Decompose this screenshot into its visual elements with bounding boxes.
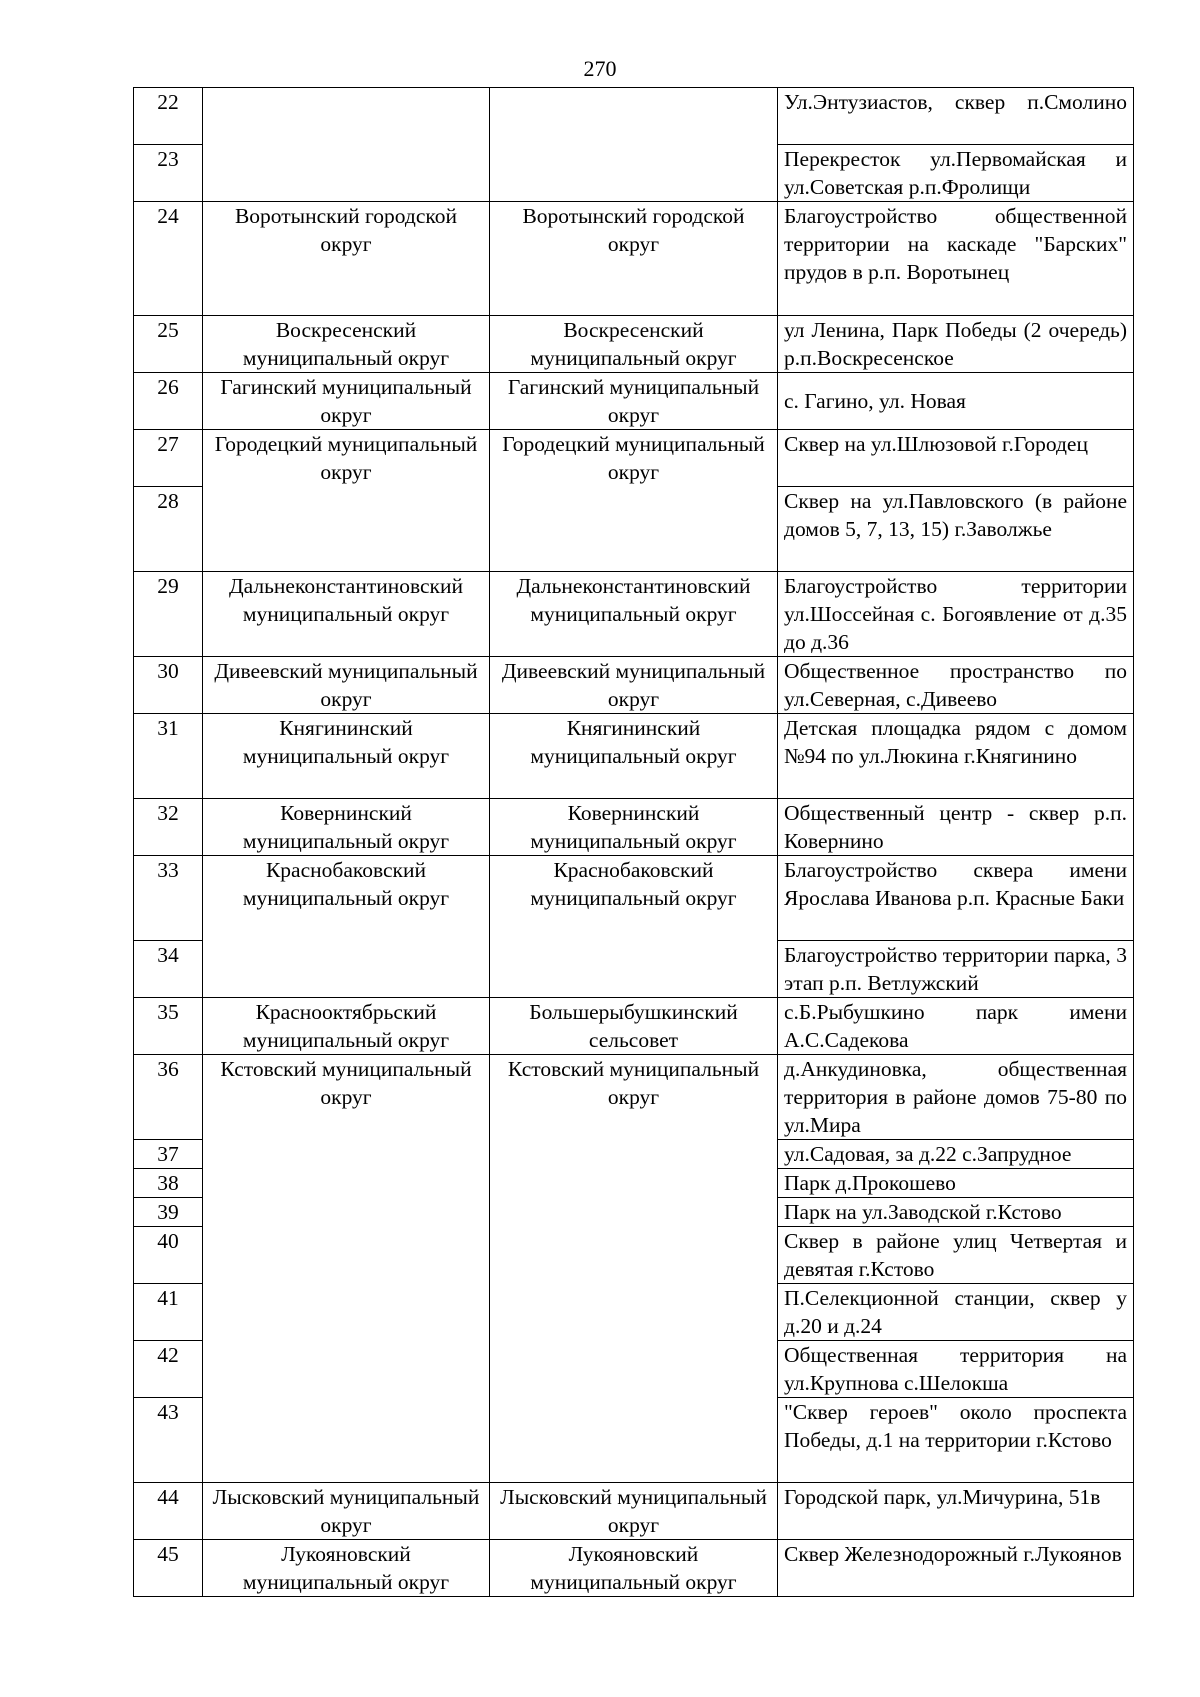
address-cell: Благоустройство сквера имени Ярослава Иванова р.п. Красные Баки [778, 856, 1134, 941]
address-cell: Общественная территория на ул.Крупнова с.Шелокша [778, 1341, 1134, 1398]
row-number: 23 [134, 145, 203, 202]
address-cell: Общественный центр - сквер р.п. Ковернино [778, 799, 1134, 856]
table-row [134, 1483, 1134, 1540]
row-number: 26 [134, 373, 203, 430]
row-number: 38 [134, 1169, 203, 1198]
row-number: 40 [134, 1227, 203, 1284]
locations-table [133, 87, 1134, 1597]
district-cell: Краснобаковский муниципальный округ [203, 856, 490, 998]
address-cell: Парк д.Прокошево [778, 1169, 1134, 1198]
district-cell: Княгининский муниципальный округ [203, 714, 490, 799]
address-cell: Парк на ул.Заводской г.Кстово [778, 1198, 1134, 1227]
table-row [134, 373, 1134, 430]
table-row [134, 88, 1134, 145]
address-cell: Благоустройство общественной территории на каскаде "Барских" прудов в р.п. Воротынец [778, 202, 1134, 316]
page-number: 270 [583, 56, 617, 81]
district-cell [203, 88, 490, 202]
address-cell: Ул.Энтузиастов, сквер п.Смолино [778, 88, 1134, 145]
district-cell: Дивеевский муниципальный округ [203, 657, 490, 714]
table-row [134, 316, 1134, 373]
district-cell: Лукояновский муниципальный округ [203, 1540, 490, 1597]
row-number: 33 [134, 856, 203, 941]
table-row [134, 1055, 1134, 1140]
address-cell: Сквер на ул.Павловского (в районе домов 5, 7, 13, 15) г.Заволжье [778, 487, 1134, 572]
address-cell: Детская площадка рядом с домом №94 по ул.Люкина г.Княгинино [778, 714, 1134, 799]
municipality-cell: Воскресенский муниципальный округ [490, 316, 778, 373]
table-row [134, 998, 1134, 1055]
district-cell: Гагинский муниципальный округ [203, 373, 490, 430]
district-cell: Ковернинский муниципальный округ [203, 799, 490, 856]
address-cell: Сквер в районе улиц Четвертая и девятая г.Кстово [778, 1227, 1134, 1284]
address-cell: П.Селекционной станции, сквер у д.20 и д.24 [778, 1284, 1134, 1341]
table-row [134, 856, 1134, 941]
district-cell: Воротынский городской округ [203, 202, 490, 316]
row-number: 31 [134, 714, 203, 799]
address-cell: Благоустройство территории парка, 3 этап р.п. Ветлужский [778, 941, 1134, 998]
municipality-cell: Городецкий муниципальный округ [490, 430, 778, 572]
municipality-cell: Краснобаковский муниципальный округ [490, 856, 778, 998]
table-row [134, 572, 1134, 657]
address-cell: Общественное пространство по ул.Северная, с.Дивеево [778, 657, 1134, 714]
table-row [134, 202, 1134, 316]
row-number: 30 [134, 657, 203, 714]
row-number: 25 [134, 316, 203, 373]
row-number: 42 [134, 1341, 203, 1398]
municipality-cell: Гагинский муниципальный округ [490, 373, 778, 430]
district-cell: Дальнеконстантиновский муниципальный округ [203, 572, 490, 657]
municipality-cell: Лысковский муниципальный округ [490, 1483, 778, 1540]
row-number: 28 [134, 487, 203, 572]
address-cell: с. Гагино, ул. Новая [778, 373, 1134, 430]
municipality-cell: Большерыбушкинский сельсовет [490, 998, 778, 1055]
district-cell: Краснооктябрьский муниципальный округ [203, 998, 490, 1055]
municipality-cell: Дальнеконстантиновский муниципальный округ [490, 572, 778, 657]
table-row [134, 714, 1134, 799]
row-number: 24 [134, 202, 203, 316]
row-number: 43 [134, 1398, 203, 1483]
row-number: 22 [134, 88, 203, 145]
row-number: 32 [134, 799, 203, 856]
table-row [134, 1540, 1134, 1597]
district-cell: Воскресенский муниципальный округ [203, 316, 490, 373]
row-number: 29 [134, 572, 203, 657]
row-number: 44 [134, 1483, 203, 1540]
address-cell: с.Б.Рыбушкино парк имени А.С.Садекова [778, 998, 1134, 1055]
row-number: 27 [134, 430, 203, 487]
municipality-cell: Дивеевский муниципальный округ [490, 657, 778, 714]
municipality-cell: Ковернинский муниципальный округ [490, 799, 778, 856]
table-row [134, 657, 1134, 714]
row-number: 37 [134, 1140, 203, 1169]
address-cell: Перекресток ул.Первомайская и ул.Советская р.п.Фролищи [778, 145, 1134, 202]
municipality-cell: Княгининский муниципальный округ [490, 714, 778, 799]
table-row [134, 799, 1134, 856]
address-cell: ул Ленина, Парк Победы (2 очередь) р.п.Воскресенское [778, 316, 1134, 373]
address-cell: Сквер на ул.Шлюзовой г.Городец [778, 430, 1134, 487]
row-number: 36 [134, 1055, 203, 1140]
row-number: 35 [134, 998, 203, 1055]
address-cell: Городской парк, ул.Мичурина, 51в [778, 1483, 1134, 1540]
district-cell: Лысковский муниципальный округ [203, 1483, 490, 1540]
municipality-cell: Воротынский городской округ [490, 202, 778, 316]
row-number: 34 [134, 941, 203, 998]
row-number: 39 [134, 1198, 203, 1227]
row-number: 41 [134, 1284, 203, 1341]
district-cell: Кстовский муниципальный округ [203, 1055, 490, 1483]
address-cell: Сквер Железнодорожный г.Лукоянов [778, 1540, 1134, 1597]
address-cell: д.Анкудиновка, общественная территория в районе домов 75-80 по ул.Мира [778, 1055, 1134, 1140]
district-cell: Городецкий муниципальный округ [203, 430, 490, 572]
address-cell: ул.Садовая, за д.22 с.Запрудное [778, 1140, 1134, 1169]
municipality-cell: Кстовский муниципальный округ [490, 1055, 778, 1483]
municipality-cell [490, 88, 778, 202]
address-cell: Благоустройство территории ул.Шоссейная с. Богоявление от д.35 до д.36 [778, 572, 1134, 657]
table-row [134, 430, 1134, 487]
row-number: 45 [134, 1540, 203, 1597]
address-cell: "Сквер героев" около проспекта Победы, д.1 на территории г.Кстово [778, 1398, 1134, 1483]
municipality-cell: Лукояновский муниципальный округ [490, 1540, 778, 1597]
